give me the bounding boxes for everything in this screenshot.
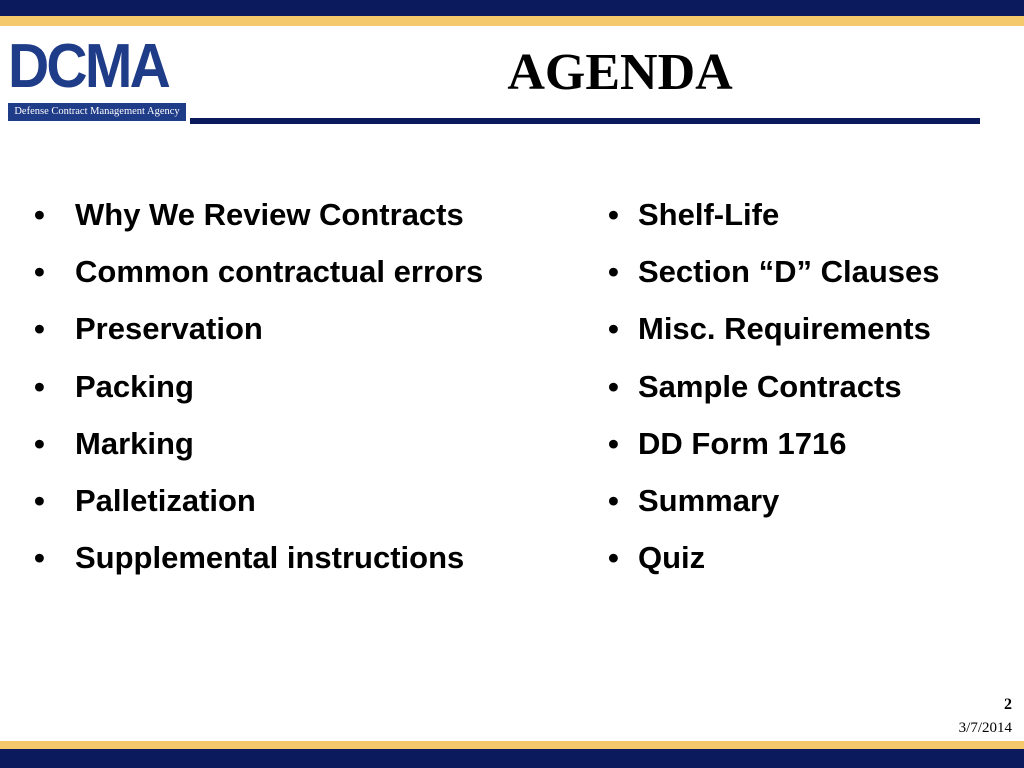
- bullet-glyph: •: [608, 311, 619, 347]
- bullet-glyph: •: [608, 482, 619, 518]
- agenda-item: [34, 196, 574, 253]
- agenda-item-label: Packing: [75, 368, 194, 404]
- page-number: 2: [1004, 696, 1012, 713]
- logo-subtitle: Defense Contract Management Agency: [8, 103, 186, 121]
- bullet-glyph: •: [608, 197, 619, 232]
- bullet-glyph: •: [34, 254, 45, 290]
- agenda-item: [34, 253, 574, 310]
- agenda-item-label: Marking: [75, 425, 194, 461]
- bottom-gold-band: [0, 741, 1024, 749]
- agenda-item-label: Why We Review Contracts: [75, 197, 464, 232]
- agenda-list-left: [34, 196, 574, 596]
- agenda-item-label: Misc. Requirements: [638, 311, 931, 347]
- bullet-glyph: •: [608, 540, 619, 576]
- agenda-item-label: Sample Contracts: [638, 368, 902, 404]
- slide-date: 3/7/2014: [958, 720, 1012, 736]
- bullet-glyph: •: [608, 254, 619, 290]
- agenda-item: [608, 482, 1018, 539]
- agenda-item: [608, 425, 1018, 482]
- agenda-item: [608, 368, 1018, 425]
- agenda-item: [34, 310, 574, 367]
- logo-wordmark: DCMA: [8, 32, 169, 101]
- bullet-glyph: •: [34, 311, 45, 347]
- slide-title: AGENDA: [507, 44, 733, 101]
- agenda-item: [608, 253, 1018, 310]
- agenda-item: [34, 368, 574, 425]
- bullet-glyph: •: [34, 368, 45, 404]
- agenda-item-label: Supplemental instructions: [75, 540, 465, 576]
- agenda-item-label: Shelf-Life: [638, 197, 780, 232]
- agenda-item-label: Quiz: [638, 540, 706, 576]
- agenda-item-label: Preservation: [75, 311, 263, 347]
- agenda-item-label: DD Form 1716: [638, 425, 847, 461]
- top-navy-band: [0, 0, 1024, 16]
- agenda-item-label: Common contractual errors: [75, 254, 484, 290]
- agenda-item-label: Summary: [638, 482, 780, 518]
- agenda-item: [608, 310, 1018, 367]
- agenda-item: [608, 539, 1018, 596]
- bullet-glyph: •: [608, 368, 619, 404]
- bullet-glyph: •: [34, 540, 45, 576]
- agenda-item-label: Palletization: [75, 482, 256, 518]
- agenda-list-right: [608, 196, 1018, 596]
- agenda-item-label: Section “D” Clauses: [638, 254, 940, 290]
- dcma-logo: [8, 32, 188, 126]
- agenda-item: [608, 196, 1018, 253]
- top-gold-band: [0, 16, 1024, 26]
- bullet-glyph: •: [34, 482, 45, 518]
- agenda-item: [34, 539, 574, 596]
- bottom-navy-band: [0, 749, 1024, 768]
- bullet-glyph: •: [608, 425, 619, 461]
- bullet-glyph: •: [34, 197, 45, 232]
- agenda-item: [34, 482, 574, 539]
- title-underline: [190, 118, 980, 124]
- agenda-item: [34, 425, 574, 482]
- bullet-glyph: •: [34, 425, 45, 461]
